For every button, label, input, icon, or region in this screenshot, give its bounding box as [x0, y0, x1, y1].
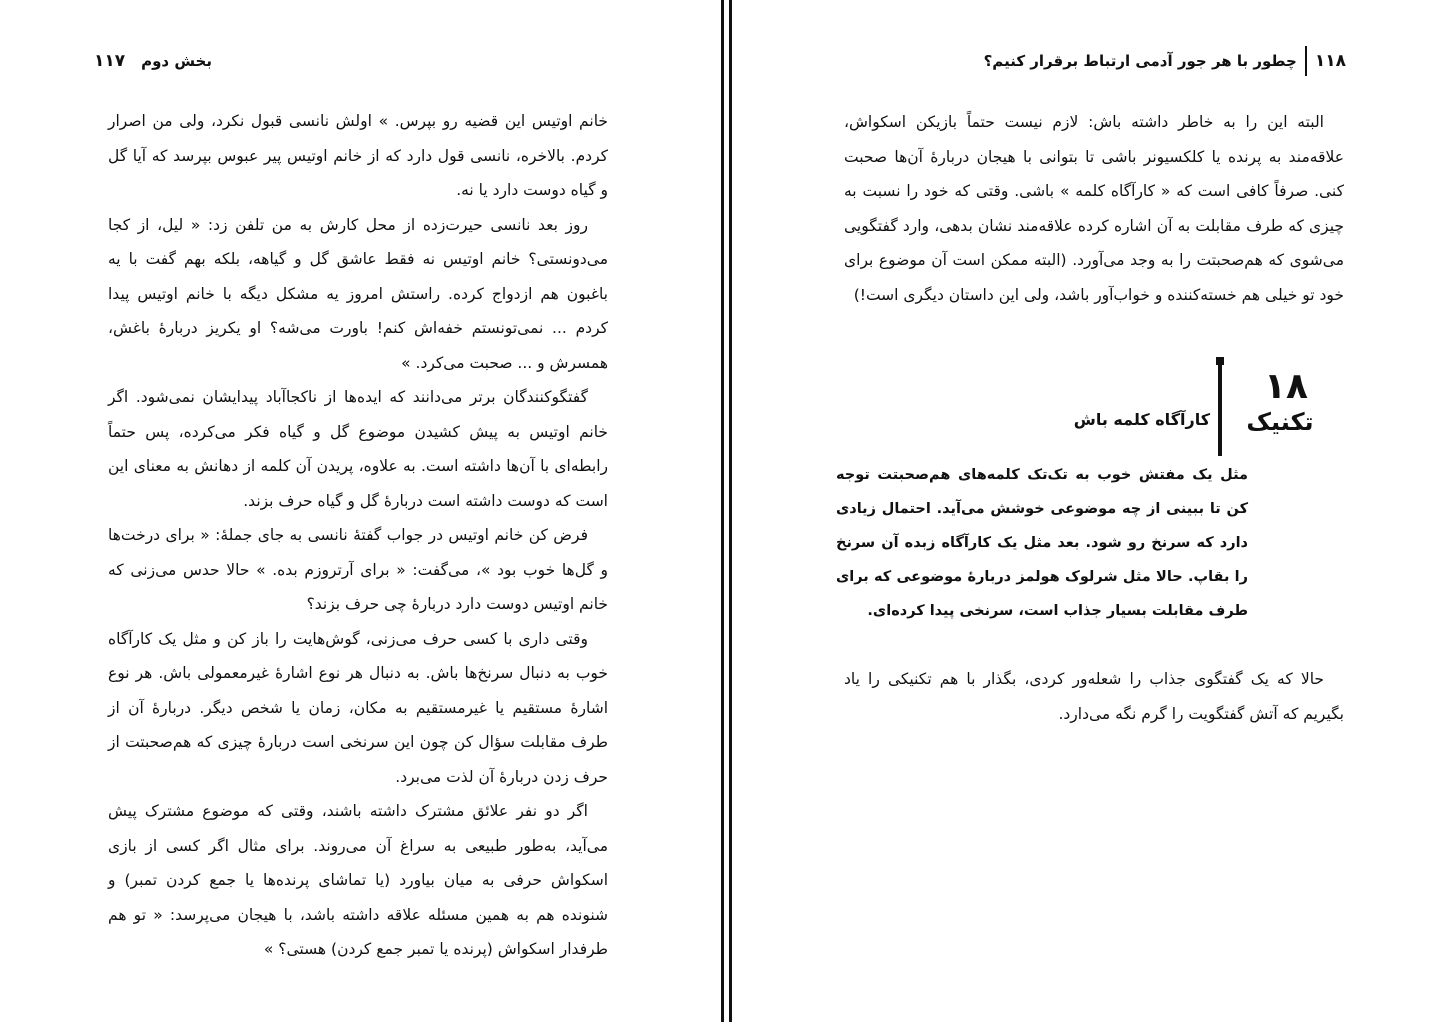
paragraph: البته این را به خاطر داشته باش: لازم نیست حتماً بازیکن اسکواش، علاقه‌مند به پرنده یا کلکسیونر باشی تا بتوانی با هیجان دربارهٔ آن‌ها صحبت کنی. صرفاً کافی است که « کارآگاه کلمه » باشی. وقتی که خود را نسبت به چیزی که طرف مقابلت به آن اشاره کرده علاقه‌مند نشان بدهی، وارد گفتگویی می‌شوی که هم‌صحبتت را به وجد می‌آورد. (البته ممکن است آن موضوع برای خود تو خیلی هم خسته‌کننده و خواب‌آور باشد، ولی این داستان دیگری است!) [844, 113, 1344, 304]
paragraph: فرض کن خانم اوتیس در جواب گفتهٔ نانسی به جای جملهٔ: « برای درخت‌ها و گل‌ها خوب بود »، می‌گفت: « برای آرتروزم بده. » حالا حدس می‌زنی که خانم اوتیس دوست دارد دربارهٔ چی حرف بزند؟ [108, 526, 608, 613]
page-header [976, 44, 1354, 78]
body-text [844, 105, 1344, 312]
paragraph: اگر دو نفر علائق مشترک داشته باشند، وقتی که موضوع مشترک پیش می‌آید، به‌طور طبیعی به سراغ آن می‌روند. برای مثال اگر کسی از بازی اسکواش حرفی به میان بیاورد (یا تماشای پرنده‌ها یا جمع کردن تمبر) و شنونده هم به همین مسئله علاقه داشته باشد، با هیجان می‌پرسد: « تو هم طرفدار اسکواش (پرنده یا تمبر جمع کردن) هستی؟ » [108, 802, 608, 958]
left-page [0, 0, 722, 1022]
page-number: ۱۱۷ [93, 51, 126, 71]
right-page [732, 0, 1454, 1022]
page-number: ۱۱۸ [1314, 51, 1346, 71]
body-text [844, 662, 1344, 731]
paragraph: خانم اوتیس این قضیه رو بپرس. » اولش نانسی قبول نکرد، ولی من اصرار کردم. بالاخره، نانسی قول دارد که از خانم اوتیس پیر عبوس بپرسد که آیا گل و گیاه دوست دارد یا نه. [108, 112, 608, 199]
paragraph: روز بعد نانسی حیرت‌زده از محل کارش به من تلفن زد: « لیل، از کجا می‌دونستی؟ خانم اوتیس نه فقط عاشق گل و گیاهه، بلکه بهم گفت با یه باغبون هم ازدواج کرده. راستش امروز یه مشکل دیگه با خانم اوتیس پیدا کردم ... نمی‌تونستم خفه‌اش کنم! باورت می‌شه؟ او یکریز دربارهٔ باغش، همسرش و ... صحبت می‌کرد. » [108, 215, 608, 372]
paragraph: گفتگوکنندگان برتر می‌دانند که ایده‌ها از ناکجاآباد پیدایشان نمی‌شود. اگر خانم اوتیس به پیش کشیدن موضوع گل و گیاه فکر می‌کرده، پس حتماً رابطه‌ای با آن‌ها داشته است. به علاوه، پریدن آن کلمه از دهانش به معنای این است که دوست داشته است دربارهٔ گل و گیاه حرف بزند. [108, 388, 608, 510]
section-title: بخش دوم [141, 52, 212, 70]
vertical-marker-bar [1218, 360, 1222, 456]
page-header [93, 44, 220, 78]
header-divider [1305, 46, 1307, 76]
technique-title: کارآگاه کلمه باش [1073, 410, 1210, 429]
paragraph: حالا که یک گفتگوی جذاب را شعله‌ور کردی، بگذار با هم تکنیکی را یاد بگیریم که آتش گفتگویت را گرم نگه می‌دارد. [844, 670, 1344, 723]
book-title: چطور با هر جور آدمی ارتباط برقرار کنیم؟ [983, 52, 1297, 70]
technique-heading [1058, 360, 1358, 458]
body-text [108, 104, 608, 967]
technique-description: مثل یک مفتش خوب به تک‌تک کلمه‌های هم‌صحبتت توجه کن تا ببینی از چه موضوعی خوشش می‌آید. احتمال زیادی دارد که سرنخ رو شود. بعد مثل یک کارآگاه زبده آن سرنخ را بقاپ. حالا مثل شرلوک هولمز دربارهٔ موضوعی که برای طرف مقابلت بسیار جذاب است، سرنخی پیدا کرده‌ای. [836, 467, 1248, 619]
technique-number: ۱۸ [1264, 366, 1308, 407]
technique-label: تکنیک [1246, 408, 1314, 436]
paragraph: وقتی داری با کسی حرف می‌زنی، گوش‌هایت را باز کن و مثل یک کارآگاه خوب به دنبال سرنخ‌ها باش. به دنبال هر نوع اشارهٔ غیرمعمولی باش. هر نوع اشارهٔ مستقیم یا غیرمستقیم به مکان، زمان یا شخص دیگر. دربارهٔ آن از طرف مقابلت سؤال کن چون این سرنخی است دربارهٔ چیزی که هم‌صحبتت از حرف زدن دربارهٔ آن لذت می‌برد. [108, 629, 608, 786]
